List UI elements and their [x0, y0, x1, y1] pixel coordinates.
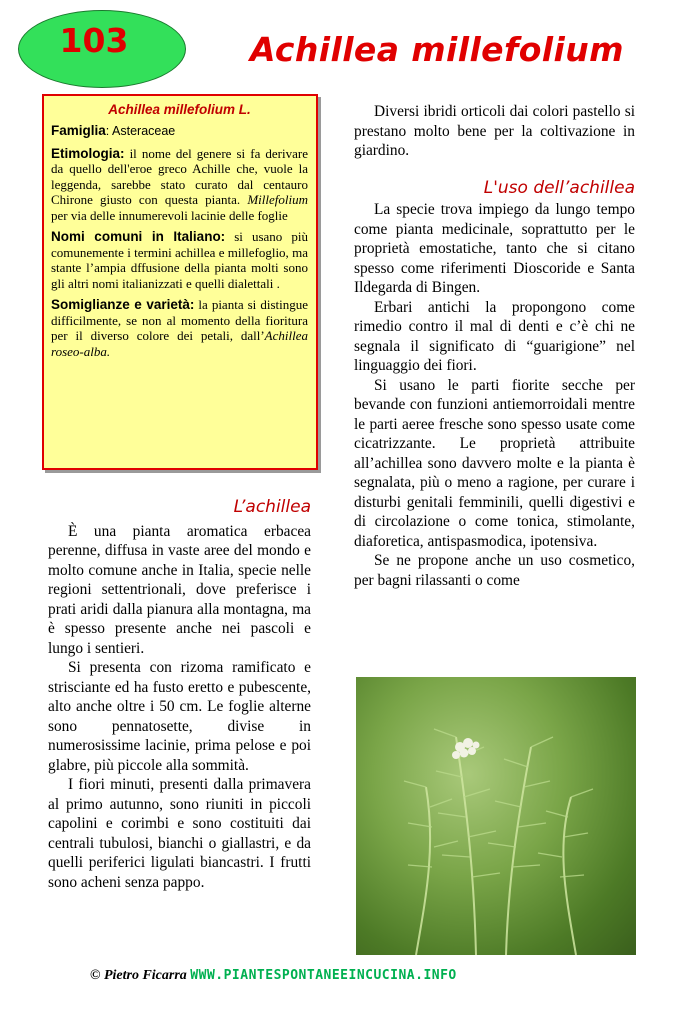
page-title: Achillea millefolium: [250, 30, 624, 69]
somiglianze-text: la pianta si distingue difficilmente, se non al momento della fioritura per il diverso colore dei petali, dall’: [51, 297, 308, 343]
right-paragraph: Se ne propone anche un uso cosmetico, per bagni rilassanti o come: [354, 552, 635, 589]
achillea-heading: L’achillea: [233, 497, 311, 517]
nomi-comuni-text: si usano più comunemente i termini achillea e millefoglio, ma stante l’ampia dffusione della pianta molti sono gli altri nomi italianizzati e quelli dialettali .: [51, 229, 308, 291]
somiglianze-label: Somiglianze e varietà:: [51, 297, 195, 312]
etimologia-label: Etimologia:: [51, 145, 125, 161]
page-number: 103: [59, 20, 129, 60]
nomi-comuni-entry: [51, 229, 308, 291]
intro-paragraph: Diversi ibridi orticoli dai colori pastello si prestano molto bene per la coltivazione in giardino.: [354, 103, 635, 159]
etimologia-text-end: per via delle innumerevoli lacinie delle foglie: [51, 207, 288, 223]
left-column: [48, 498, 311, 892]
footer: [90, 968, 610, 984]
left-paragraph: Si presenta con rizoma ramificato e strisciante ed ha fusto eretto e pubescente, alto anche oltre i 50 cm. Le foglie alterne sono pennatosette, divise in numerosissime lacinie, prima pelose e poi glabre, più piccole alla sommità.: [48, 659, 311, 774]
footer-website-link[interactable]: WWW.PIANTESPONTANEEINCUCINA.INFO: [190, 968, 457, 983]
uso-heading: L'uso dell’achillea: [483, 177, 635, 198]
etimologia-italic: Millefolium: [247, 192, 308, 207]
famiglia-entry: [51, 123, 308, 140]
nomi-comuni-label: Nomi comuni in Italiano:: [51, 229, 226, 244]
right-column: [354, 102, 635, 590]
footer-author: © Pietro Ficarra: [90, 968, 187, 983]
yarrow-plant-icon: [356, 677, 636, 955]
page-number-badge: [18, 10, 186, 88]
info-box: [42, 94, 318, 470]
etimologia-entry: [51, 146, 308, 224]
right-paragraph: Si usano le parti fiorite secche per bevande con funzioni antiemorroidali mentre le parti aeree fresche sono spesso usate come cicatrizzante. Le proprietà attribuite all’achillea sono davvero molte e la pianta è segnalata, più o meno a ragione, per curare i disturbi genitali femminili, quelli digestivi e di circolazione o come tonica, stimolante, diaforetica, antispasmodica, ipotensiva.: [354, 376, 635, 550]
famiglia-value: : Asteraceae: [105, 124, 176, 138]
left-paragraph: È una pianta aromatica erbacea perenne, diffusa in vaste aree del mondo e molto comune anche in Italia, specie nelle regioni settentrionali, dove preferisce i prati aridi dalla pianura alla montagna, ma è spesso presente anche nei pascoli e lungo i sentieri.: [48, 522, 311, 657]
etimologia-text: il nome del genere si fa derivare da quello dell'eroe greco Achille che, vuole la leggenda, sarebbe stato curato dal centauro Chirone giusto con questa pianta.: [51, 145, 308, 207]
somiglianze-italic: Achillea roseo-alba.: [51, 328, 308, 359]
info-box-title: Achillea millefolium L.: [108, 102, 251, 117]
right-paragraph: Erbari antichi la propongono come rimedio contro il mal di denti e c’è chi ne segnala il significato di “guarigione” nel linguaggio dei fiori.: [354, 298, 635, 374]
somiglianze-entry: [51, 297, 308, 359]
plant-photo: [356, 677, 636, 955]
left-paragraph: I fiori minuti, presenti dalla primavera al primo autunno, sono riuniti in piccoli capolini e corimbi e sono costituiti dai centrali tubulosi, bianchi o giallastri, e da quelli periferici ligulati biancastri. I frutti sono acheni senza pappo.: [48, 776, 311, 891]
famiglia-label: Famiglia: [51, 123, 106, 138]
right-paragraph: La specie trova impiego da lungo tempo come pianta medicinale, soprattutto per le proprietà emostatiche, tanto che si citano spesso come riferimenti Dioscoride e Santa Ildegarda di Bingen.: [354, 201, 635, 296]
